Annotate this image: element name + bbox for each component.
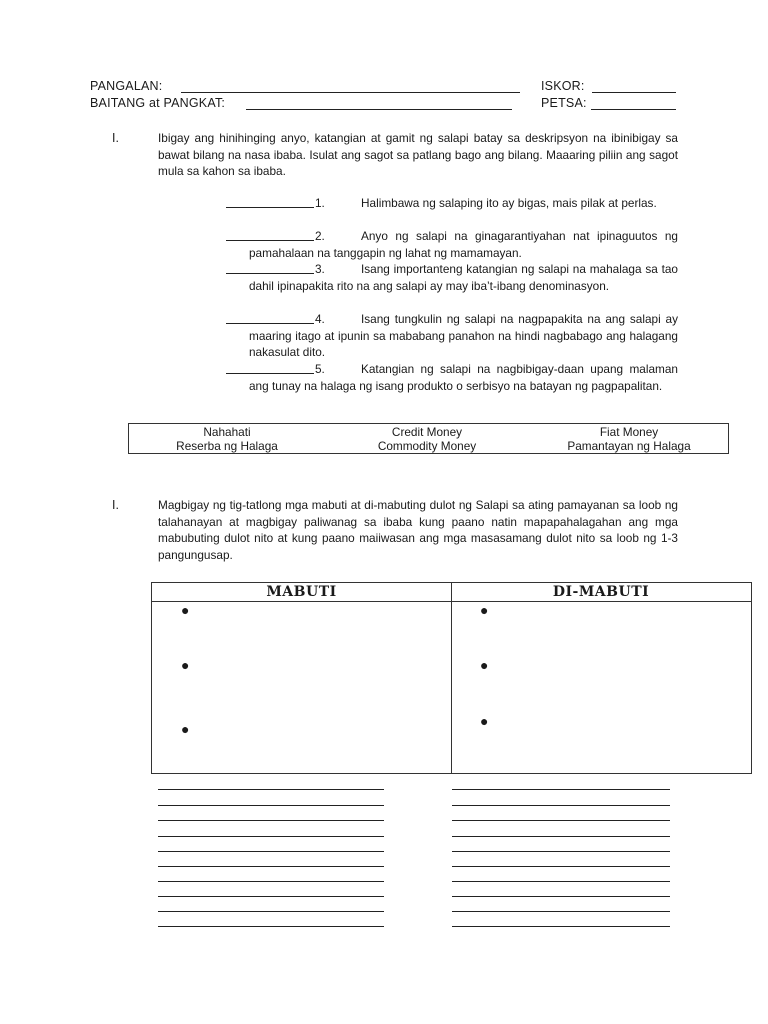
grade-label: BAITANG at PANGKAT: (90, 96, 226, 110)
writing-line[interactable] (452, 926, 670, 927)
date-field[interactable] (591, 109, 676, 110)
good-bad-table (151, 582, 752, 774)
writing-line[interactable] (158, 805, 384, 806)
writing-line[interactable] (452, 911, 670, 912)
part1-number: I. (112, 131, 119, 145)
item-number: 2. (315, 229, 325, 243)
answer-blank-5[interactable] (226, 361, 314, 374)
bullet-icon: ● (181, 657, 190, 673)
writing-line[interactable] (158, 896, 384, 897)
item-number: 5. (315, 362, 325, 376)
writing-line[interactable] (452, 866, 670, 867)
item-number: 1. (315, 196, 325, 210)
writing-line[interactable] (158, 836, 384, 837)
choice-credit-money: Credit Money (391, 425, 463, 439)
writing-line[interactable] (452, 789, 670, 790)
writing-line[interactable] (452, 851, 670, 852)
writing-line[interactable] (452, 836, 670, 837)
writing-line[interactable] (452, 820, 670, 821)
bullet-icon: ● (480, 713, 489, 729)
writing-line[interactable] (158, 866, 384, 867)
part2-instructions: Magbigay ng tig-tatlong mga mabuti at di-mabuting dulot ng Salapi sa ating pamayanan sa loob ng talahanayan at magbigay paliwanag sa ibaba kung paano natin mapapahalagahan ang mga mabubuting dulot nito at kung paano maiiwasan ang mga masasamang dulot nito sa loob ng 1-3 pangungusap. (158, 498, 678, 562)
item-1 (226, 195, 678, 212)
writing-line[interactable] (452, 896, 670, 897)
item-text: Halimbawa ng salaping ito ay bigas, mais pilak at perlas. (361, 196, 657, 210)
column-header-mabuti: MABUTI (266, 584, 337, 600)
part2-number: I. (112, 498, 119, 512)
writing-line[interactable] (158, 820, 384, 821)
item-number: 3. (315, 262, 325, 276)
bullet-icon: ● (181, 721, 190, 737)
choice-commodity-money: Commodity Money (377, 439, 477, 453)
bullet-icon: ● (181, 602, 190, 618)
choice-pamantayan: Pamantayan ng Halaga (567, 439, 691, 453)
writing-line[interactable] (158, 911, 384, 912)
writing-line[interactable] (158, 881, 384, 882)
item-text: Katangian ng salapi na nagbibigay-daan upang malaman ang tunay na halaga ng isang produkto o serbisyo na batayan ng pagpapalitan. (249, 362, 678, 393)
answer-blank-4[interactable] (226, 311, 314, 324)
writing-line[interactable] (452, 805, 670, 806)
item-4 (226, 311, 678, 361)
item-text: Anyo ng salapi na ginagarantiyahan nat ipinaguutos ng pamahalaan na tanggapin ng lahat ng mamamayan. (249, 229, 678, 260)
date-label: PETSA: (541, 96, 587, 110)
name-field[interactable] (181, 92, 520, 93)
item-text: Isang tungkulin ng salapi na nagpapakita na ang salapi ay maaring itago at ipunin sa mababang panahon na hindi nagbabago ang halagang nakasulat dito. (249, 312, 678, 359)
writing-line[interactable] (158, 789, 384, 790)
part1-instructions: Ibigay ang hinihinging anyo, katangian at gamit ng salapi batay sa deskripsyon na ibinibigay sa bawat bilang na nasa ibaba. Isulat ang sagot sa patlang bago ang bilang. Maaaring piliin ang sagot mula sa kahon sa ibaba. (158, 131, 678, 178)
bullet-icon: ● (480, 657, 489, 673)
item-2 (226, 228, 678, 261)
item-text: Isang importanteng katangian ng salapi na mahalaga sa tao dahil ipinapakita rito na ang salapi ay may iba’t-ibang denominasyon. (249, 262, 678, 293)
choice-reserba: Reserba ng Halaga (176, 439, 278, 453)
score-field[interactable] (592, 92, 676, 93)
name-label: PANGALAN: (90, 79, 163, 93)
choices-box (128, 423, 729, 454)
writing-line[interactable] (452, 881, 670, 882)
choice-nahahati: Nahahati (203, 425, 251, 439)
answer-blank-3[interactable] (226, 261, 314, 274)
writing-line[interactable] (158, 851, 384, 852)
answer-blank-1[interactable] (226, 195, 314, 208)
item-5 (226, 361, 678, 394)
writing-line[interactable] (158, 926, 384, 927)
answer-blank-2[interactable] (226, 228, 314, 241)
column-header-di-mabuti: DI-MABUTI (552, 584, 650, 600)
item-3 (226, 261, 678, 294)
bullet-icon: ● (480, 602, 489, 618)
grade-field[interactable] (246, 109, 512, 110)
item-number: 4. (315, 312, 325, 326)
score-label: ISKOR: (541, 79, 585, 93)
choice-fiat-money: Fiat Money (599, 425, 659, 439)
